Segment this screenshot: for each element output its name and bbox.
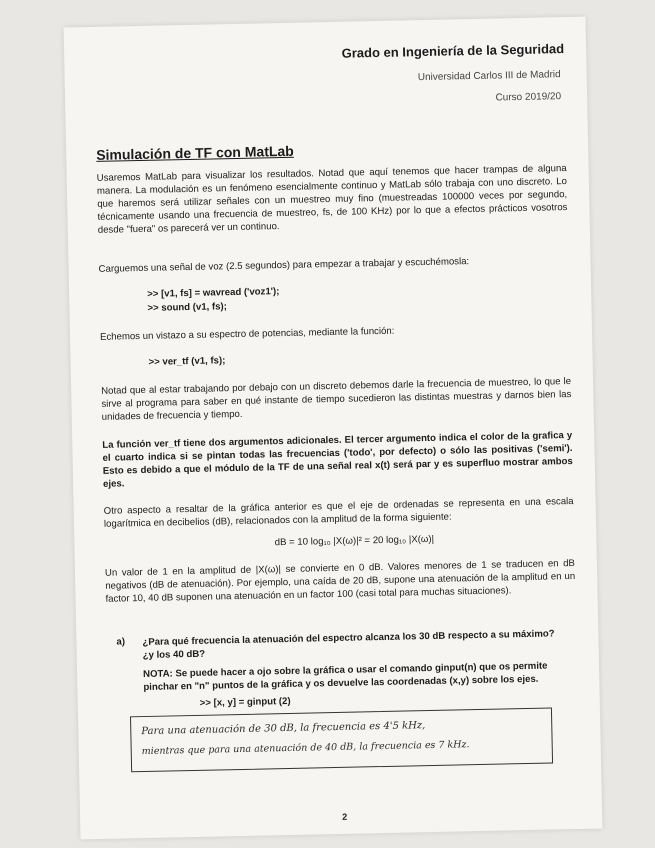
code-line-wavread: >> [v1, fs] = wavread ('voz1'); [147, 286, 280, 300]
paragraph-db-explain: Un valor de 1 en la amplitud de |X(ω)| se convierte en 0 dB. Valores menores de 1 se traducen en dB negativos (dB de atenuación). Por ejemplo, una caída de 20 dB, supone una atenuación de la amplitud en un factor 10, 40 dB suponen una atenuación en un factor 100 (casi total para muchas situaciones). [104, 557, 576, 605]
paragraph-load: Carguemos una señal de voz (2.5 segundos) para empezar a trabajar y escuchémosla: [98, 256, 470, 275]
paragraph-log-scale: Otro aspecto a resaltar de la gráfica anterior es que el eje de ordenadas se representa en una escala logarítmica en decibelios (dB), relacionados con la amplitud de la forma siguiente: [103, 495, 574, 530]
question-nota: NOTA: Se puede hacer a ojo sobre la gráfica o usar el comando ginput(n) que os permite pinchar en "n" puntos de la gráfica y os devuelve las coordenadas (x,y) sobre los ejes. [143, 660, 548, 694]
section-title: Simulación de TF con MatLab [96, 142, 294, 163]
question-text: ¿Para qué frecuencia la atenuación del espectro alcanza los 30 dB respecto a su máximo? ¿y los 40 dB? [142, 628, 555, 662]
paragraph-bold-args: La función ver_tf tiene dos argumentos adicionales. El tercer argumento indica el color de la grafica y el cuarto indica si se pintan todas las frecuencias ('todo', por defecto) o sólo las positivas ('semi'). Esto es debido a que el módulo de la TF de una señal real x(t) será par y es superfluo mostrar ambos ejes. [102, 429, 573, 490]
document-page [64, 17, 603, 840]
paragraph-intro: Usaremos MatLab para visualizar los resultados. Notad que aquí tenemos que hacer trampas de alguna manera. La modulación es un fenómeno esencialmente continuo y MatLab sólo trabaja con uno discreto. Lo que haremos será utilizar señales con un muestreo muy fino (muestreadas 100000 veces por segundo, técnicamente usando una frecuencia de muestreo, fs, de 100 KHz) por lo que a efectos prácticos vosotros desde "fuera" os parecerá ver un continuo. [96, 163, 568, 236]
paragraph-note: Notad que al estar trabajando por debajo con un discreto debemos darle la frecuencia de muestreo, lo que le sirve al programa para saber en qué instante de tiempo sucedieron las distintas muestras y darnos bien las unidades de frecuencia y tiempo. [101, 376, 572, 423]
answer-line-2: mientras que para una atenuación de 40 dB, la frecuencia es 7 kHz. [141, 739, 470, 758]
code-line-ginput: >> [x, y] = ginput (2) [199, 695, 291, 709]
answer-box [130, 707, 553, 772]
header-title: Grado en Ingeniería de la Seguridad [341, 41, 565, 61]
code-line-ver-tf: >> ver_tf (v1, fs); [148, 355, 226, 368]
formula-db: dB = 10 log₁₀ |X(ω)|² = 20 log₁₀ |X(ω)| [274, 533, 435, 549]
question-letter: a) [116, 636, 126, 648]
code-line-sound: >> sound (v1, fs); [147, 301, 227, 314]
header-course: Curso 2019/20 [495, 91, 562, 104]
page-number: 2 [342, 811, 348, 822]
header-university: Universidad Carlos III de Madrid [417, 69, 561, 84]
paragraph-spectrum: Echemos un vistazo a su espectro de potencias, mediante la función: [99, 325, 395, 343]
answer-line-1: Para una atenuación de 30 dB, la frecuencia es 4'5 kHz, [141, 720, 426, 738]
